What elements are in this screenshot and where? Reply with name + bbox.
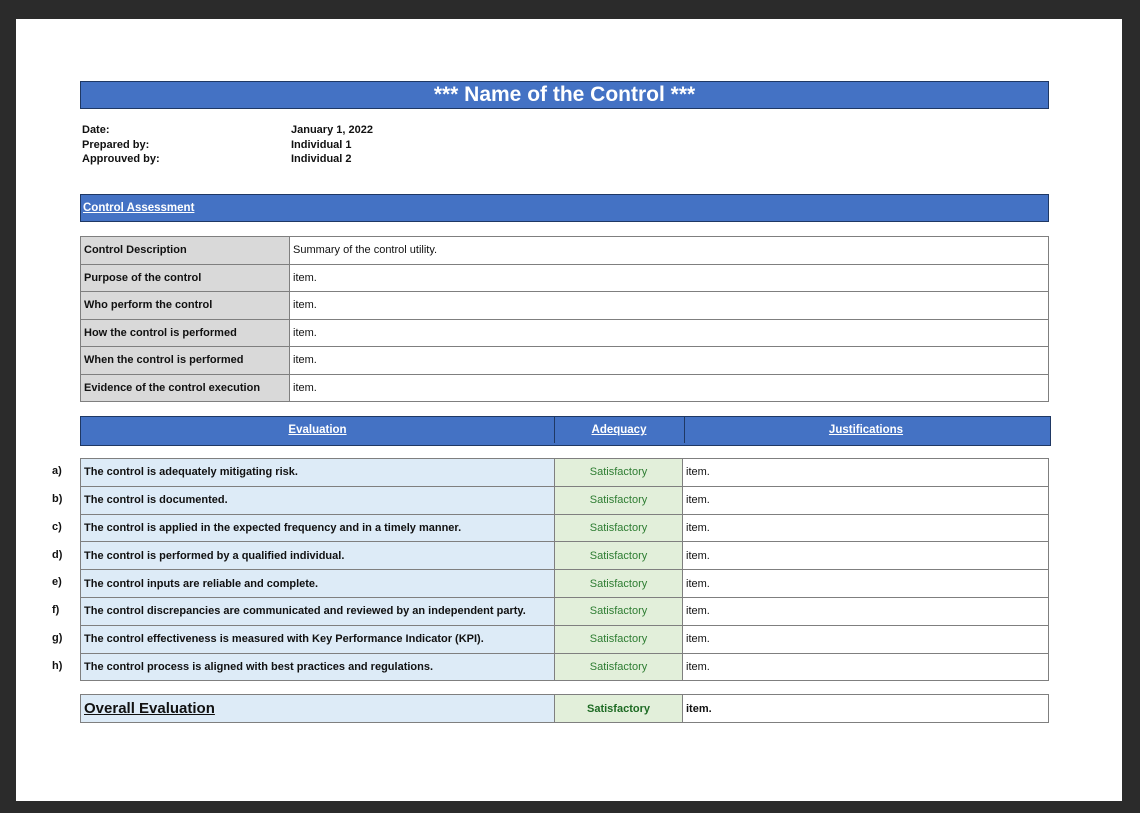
meta-label-date: Date: xyxy=(82,124,110,136)
table-row xyxy=(81,459,1049,487)
adequacy-cell[interactable]: Satisfactory xyxy=(555,514,683,542)
table-row xyxy=(81,374,1049,402)
adequacy-cell[interactable]: Satisfactory xyxy=(555,570,683,598)
overall-adequacy-cell[interactable]: Satisfactory xyxy=(555,695,683,723)
adequacy-cell[interactable]: Satisfactory xyxy=(555,653,683,681)
section-title: Control Assessment xyxy=(83,202,195,214)
header-justifications xyxy=(684,417,1048,443)
adequacy-cell[interactable]: Satisfactory xyxy=(555,597,683,625)
assessment-label: Control Description xyxy=(81,237,290,265)
overall-evaluation-label: Overall Evaluation xyxy=(81,695,555,723)
row-letter: g) xyxy=(52,632,63,644)
adequacy-cell[interactable]: Satisfactory xyxy=(555,459,683,487)
table-row xyxy=(81,653,1049,681)
justification-cell[interactable]: item. xyxy=(683,597,1049,625)
assessment-label: When the control is performed xyxy=(81,347,290,375)
assessment-label: Who perform the control xyxy=(81,292,290,320)
meta-value-prepared: Individual 1 xyxy=(291,138,352,151)
row-letter: c) xyxy=(52,521,62,533)
page-title: *** Name of the Control *** xyxy=(80,81,1049,109)
table-row xyxy=(81,319,1049,347)
justification-cell[interactable]: item. xyxy=(683,514,1049,542)
meta-label-approved: Approuved by: xyxy=(82,153,160,165)
row-letter: d) xyxy=(52,549,63,561)
justification-cell[interactable]: item. xyxy=(683,625,1049,653)
evaluation-text: The control process is aligned with best practices and regulations. xyxy=(81,653,555,681)
table-row xyxy=(81,597,1049,625)
justification-cell[interactable]: item. xyxy=(683,486,1049,514)
table-row xyxy=(81,486,1049,514)
assessment-value: item. xyxy=(290,347,1049,375)
evaluation-text: The control is applied in the expected frequency and in a timely manner. xyxy=(81,514,555,542)
header-adequacy xyxy=(554,417,685,443)
table-row xyxy=(81,264,1049,292)
header-adequacy-label: Adequacy xyxy=(591,424,647,436)
table-row xyxy=(81,570,1049,598)
table-row xyxy=(81,542,1049,570)
evaluation-text: The control inputs are reliable and complete. xyxy=(81,570,555,598)
row-letter: a) xyxy=(52,465,62,477)
row-letter: e) xyxy=(52,576,62,588)
table-row xyxy=(81,695,1049,723)
document-sheet xyxy=(16,19,1122,801)
table-row xyxy=(81,514,1049,542)
meta-value-date: January 1, 2022 xyxy=(291,124,373,136)
assessment-value: item. xyxy=(290,374,1049,402)
meta-value-approved: Individual 2 xyxy=(291,153,352,165)
justification-cell[interactable]: item. xyxy=(683,459,1049,487)
overall-justification-cell[interactable]: item. xyxy=(683,695,1049,723)
adequacy-cell[interactable]: Satisfactory xyxy=(555,486,683,514)
justification-cell[interactable]: item. xyxy=(683,653,1049,681)
header-justifications-label: Justifications xyxy=(828,424,904,436)
justification-cell[interactable]: item. xyxy=(683,570,1049,598)
row-letter: b) xyxy=(52,493,63,505)
row-letter: f) xyxy=(52,604,60,616)
table-row xyxy=(81,237,1049,265)
table-row xyxy=(81,347,1049,375)
row-letter: h) xyxy=(52,660,63,672)
header-evaluation xyxy=(81,417,555,443)
evaluation-text: The control is documented. xyxy=(81,486,555,514)
evaluation-text: The control is adequately mitigating risk. xyxy=(81,459,555,487)
assessment-value: item. xyxy=(290,264,1049,292)
evaluation-text: The control is performed by a qualified individual. xyxy=(81,542,555,570)
table-row xyxy=(81,625,1049,653)
justification-cell[interactable]: item. xyxy=(683,542,1049,570)
assessment-value: item. xyxy=(290,292,1049,320)
assessment-value: Summary of the control utility. xyxy=(290,237,1049,265)
assessment-label: How the control is performed xyxy=(81,319,290,347)
overall-evaluation-table xyxy=(80,694,1049,723)
meta-label-prepared: Prepared by: xyxy=(82,138,150,151)
evaluation-table xyxy=(80,458,1049,681)
section-header-control-assessment xyxy=(80,194,1049,222)
evaluation-header xyxy=(80,416,1051,446)
adequacy-cell[interactable]: Satisfactory xyxy=(555,625,683,653)
evaluation-text: The control effectiveness is measured with Key Performance Indicator (KPI). xyxy=(81,625,555,653)
evaluation-text: The control discrepancies are communicated and reviewed by an independent party. xyxy=(81,597,555,625)
assessment-table xyxy=(80,236,1049,402)
assessment-label: Purpose of the control xyxy=(81,264,290,292)
assessment-label: Evidence of the control execution xyxy=(81,374,290,402)
table-row xyxy=(81,292,1049,320)
assessment-value: item. xyxy=(290,319,1049,347)
header-evaluation-label: Evaluation xyxy=(288,424,347,436)
adequacy-cell[interactable]: Satisfactory xyxy=(555,542,683,570)
